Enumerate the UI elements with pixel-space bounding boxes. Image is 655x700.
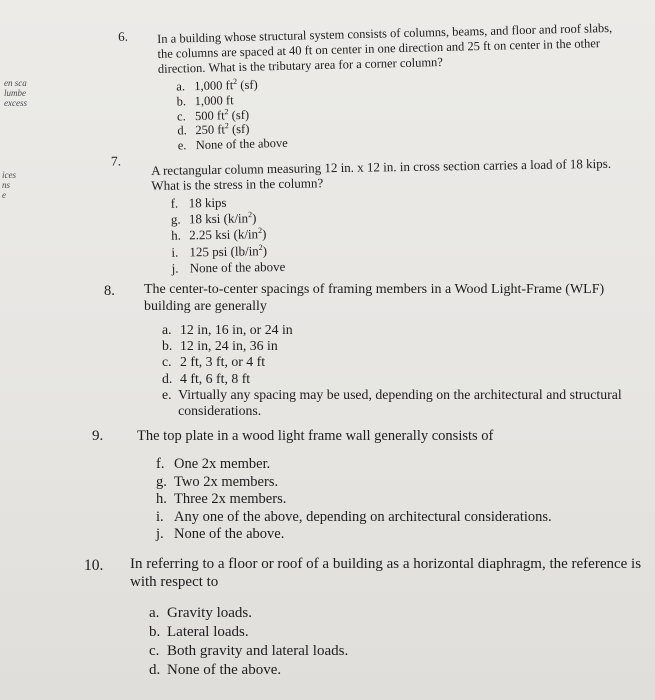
option-letter: h. (156, 491, 167, 508)
option-letter: a. (149, 605, 160, 621)
answer-option[interactable] (162, 354, 652, 370)
option-letter: g. (156, 473, 167, 490)
edge-text-fragment: ns (2, 180, 11, 190)
option-text (194, 78, 258, 94)
option-text (167, 623, 249, 642)
option-text (178, 387, 652, 419)
option-text-main: 18 kips (188, 194, 227, 211)
answer-option[interactable] (162, 338, 652, 354)
edge-text-fragment: ices (2, 170, 16, 180)
option-text-main: 1,000 ft (194, 92, 234, 108)
answer-option[interactable] (149, 623, 348, 642)
option-letter: i. (156, 508, 164, 525)
option-text (174, 491, 286, 509)
option-letter: f. (170, 195, 179, 211)
option-text-suffix: (sf) (237, 77, 258, 93)
option-text (189, 211, 257, 228)
option-text (180, 322, 293, 338)
option-text-main: 1,000 ft (194, 78, 234, 94)
option-text-main: 4 ft, 6 ft, 8 ft (180, 370, 251, 386)
answer-option[interactable] (156, 509, 552, 527)
answer-option[interactable] (171, 226, 285, 244)
option-text (167, 661, 281, 680)
answer-option[interactable] (156, 526, 552, 544)
option-text-main: 500 ft (194, 107, 225, 123)
option-text-main: 12 in, 24 in, 36 in (180, 338, 278, 354)
question-number: 10. (84, 557, 104, 574)
option-letter: d. (177, 123, 187, 138)
option-text (190, 259, 286, 277)
question-number: 7. (110, 153, 122, 169)
option-letter: j. (156, 526, 164, 543)
option-text-main: Both gravity and lateral loads. (167, 643, 349, 659)
option-text (196, 136, 288, 153)
answer-option[interactable] (171, 210, 285, 228)
option-text (189, 195, 227, 212)
option-text (174, 526, 284, 544)
answer-option[interactable] (162, 371, 652, 387)
option-letter: e. (162, 386, 172, 402)
option-text-main: Any one of the above, depending on architectural considerations. (174, 508, 552, 525)
option-text (189, 243, 267, 260)
option-text-suffix: ) (261, 226, 267, 242)
option-text (180, 371, 250, 387)
answer-option[interactable] (149, 661, 348, 680)
question-number: 6. (117, 28, 129, 44)
option-letter: h. (171, 227, 182, 244)
answer-option[interactable] (156, 491, 552, 509)
question-text: In a building whose structural system consists of columns, beams, and floor and roof slabs, the columns are spaced at 40 ft on center in one direction and 25 ft on center in the other direction. What is the tributary area for a corner column? (157, 20, 613, 76)
answer-option[interactable] (172, 259, 286, 277)
answer-option[interactable] (178, 136, 288, 153)
option-text (195, 122, 249, 138)
option-text (174, 474, 278, 492)
option-text-main: 2.25 ksi (k/in (189, 226, 259, 243)
option-superscript: 2 (257, 226, 263, 236)
answer-options (162, 322, 652, 419)
option-text-main: 18 ksi (k/in (188, 210, 249, 227)
left-page-edge-fragments (0, 70, 34, 210)
option-text-main: 125 psi (lb/in (189, 242, 259, 260)
option-letter: d. (149, 662, 161, 678)
option-letter: d. (162, 370, 173, 386)
option-text-main: None of the above. (167, 662, 282, 678)
answer-option[interactable] (171, 243, 285, 261)
edge-text-fragment: lumbe (4, 88, 26, 98)
edge-text-fragment: excess (4, 98, 27, 108)
answer-option[interactable] (162, 322, 652, 338)
option-text-main: Lateral loads. (167, 624, 249, 640)
option-text-suffix: (sf) (228, 122, 250, 137)
option-text-main: None of the above. (174, 526, 285, 543)
option-letter: b. (176, 94, 187, 109)
option-letter: a. (176, 79, 186, 94)
edge-text-fragment: e (2, 190, 6, 200)
answer-options (176, 77, 288, 154)
question-text: In referring to a floor or roof of a building as a horizontal diaphragm, the reference is with respect to (130, 556, 642, 590)
option-letter: f. (156, 456, 165, 472)
option-text (174, 509, 552, 527)
option-text-main: None of the above (195, 136, 288, 153)
option-text-main: One 2x member. (174, 456, 271, 472)
option-letter: i. (171, 244, 179, 260)
question-number: 9. (92, 428, 104, 444)
option-superscript: 2 (247, 210, 253, 220)
answer-option[interactable] (162, 387, 652, 419)
option-text-main: 250 ft (195, 122, 226, 138)
option-text-suffix: ) (251, 210, 257, 226)
option-letter: b. (162, 338, 173, 354)
option-text-main: 2 ft, 3 ft, or 4 ft (180, 354, 266, 370)
option-text-suffix: (sf) (228, 107, 250, 122)
option-superscript: 2 (224, 106, 229, 116)
option-text (174, 456, 270, 474)
answer-option[interactable] (149, 642, 348, 661)
option-text (180, 354, 265, 370)
answer-options (171, 194, 286, 277)
option-text (167, 604, 252, 623)
answer-option[interactable] (149, 604, 348, 623)
option-superscript: 2 (233, 76, 238, 86)
option-letter: j. (171, 260, 179, 276)
option-text (167, 642, 348, 661)
option-letter: c. (176, 108, 186, 124)
answer-option[interactable] (156, 456, 552, 474)
edge-text-fragment: en sca (4, 78, 27, 88)
question-number: 8. (104, 283, 115, 299)
option-letter: g. (170, 211, 181, 227)
answer-options (156, 456, 552, 544)
option-letter: b. (149, 624, 161, 640)
option-text-main: 12 in, 16 in, or 24 in (180, 322, 293, 337)
option-text-main: Three 2x members. (174, 491, 287, 508)
answer-option[interactable] (171, 194, 285, 212)
option-text-main: Gravity loads. (167, 605, 252, 621)
option-letter: e. (177, 138, 187, 153)
question-text: The center-to-center spacings of framing members in a Wood Light-Frame (WLF) building are generally (144, 282, 605, 314)
option-text-main: None of the above (189, 258, 286, 276)
answer-option[interactable] (156, 474, 552, 492)
option-superscript: 2 (224, 121, 229, 131)
option-text-suffix: ) (262, 242, 268, 258)
option-text (189, 227, 267, 244)
option-text-main: Virtually any spacing may be used, depending on the architectural and structural considerations. (178, 386, 622, 419)
option-letter: c. (149, 643, 160, 659)
question-text: A rectangular column measuring 12 in. x 12 in. in cross section carries a load of 18 kips. What is the stress in the column? (151, 155, 612, 194)
option-text-main: Two 2x members. (174, 473, 279, 490)
option-text (180, 338, 278, 354)
answer-options (149, 604, 348, 680)
question-text: The top plate in a wood light frame wall generally consists of (137, 428, 494, 444)
option-superscript: 2 (258, 242, 263, 252)
option-letter: c. (162, 354, 172, 370)
option-letter: a. (162, 322, 172, 337)
